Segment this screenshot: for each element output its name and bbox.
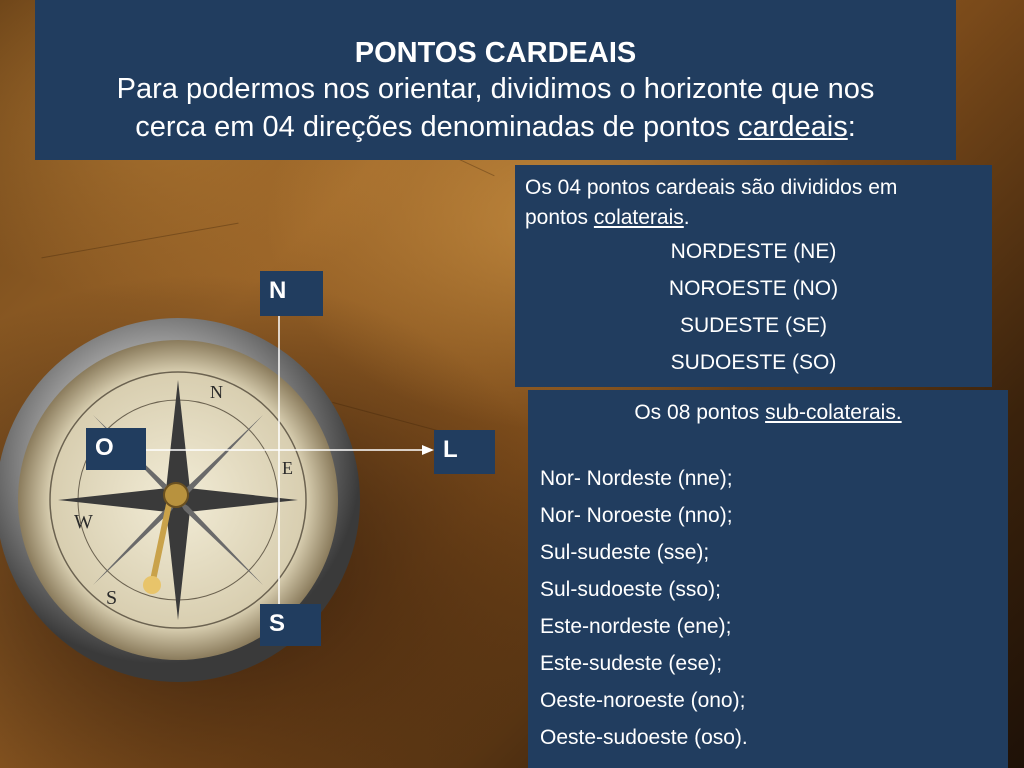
sub-colateral-item: Nor- Nordeste (nne); [540,467,733,490]
east-arrowhead-icon [422,445,434,455]
north-label: N [260,271,323,316]
colateral-item: SUDESTE (SE) [679,314,828,337]
sub-colateral-item: Oeste-sudoeste (oso). [540,726,748,749]
colateral-item: NORDESTE (NE) [670,240,837,263]
sub-colaterais-intro [540,396,996,430]
colaterais-panel [515,165,992,387]
colateral-item: SUDOESTE (SO) [670,351,837,374]
sub-colateral-item: Sul-sudoeste (sso); [540,578,721,601]
sub-colateral-item: Oeste-noroeste (ono); [540,689,746,712]
colaterais-intro-line-1: Os 04 pontos cardeais são divididos em [525,176,898,199]
compass-pivot [164,483,188,507]
compass-letter-n: N [210,382,223,402]
title-line-2-suffix: : [847,111,856,143]
sub-colaterais-underlined: sub-colaterais. [765,401,902,424]
colateral-item: NOROESTE (NO) [668,277,839,300]
title-panel [35,0,956,160]
colaterais-underlined: colaterais [593,206,684,229]
sub-colateral-item: Sul-sudeste (sse); [540,541,710,564]
sub-colaterais-panel [528,390,1008,768]
title-cardeais-underlined: cardeais [738,111,848,143]
title-line-2 [35,108,956,146]
title-line-2-text: cerca em 04 direções denominadas de pontos [135,111,739,143]
compass-letter-w: W [74,511,93,533]
east-label: L [434,430,495,474]
west-label: O [86,428,146,470]
page-title: PONTOS CARDEAIS [354,37,637,69]
title-line-1: Para podermos nos orientar, dividimos o horizonte que nos [116,73,875,105]
colaterais-intro-suffix: . [683,206,690,229]
compass-letter-s: S [106,587,118,609]
sub-colateral-item: Este-nordeste (ene); [540,615,732,638]
sub-colateral-item: Nor- Noroeste (nno); [540,504,733,527]
sub-colaterais-intro-prefix: Os 08 pontos [634,401,766,424]
compass-letter-e: E [282,458,293,478]
colaterais-intro-line-2 [525,203,982,233]
south-label: S [260,604,321,646]
colaterais-intro-prefix: pontos [525,206,594,229]
sub-colateral-item: Este-sudeste (ese); [540,652,723,675]
